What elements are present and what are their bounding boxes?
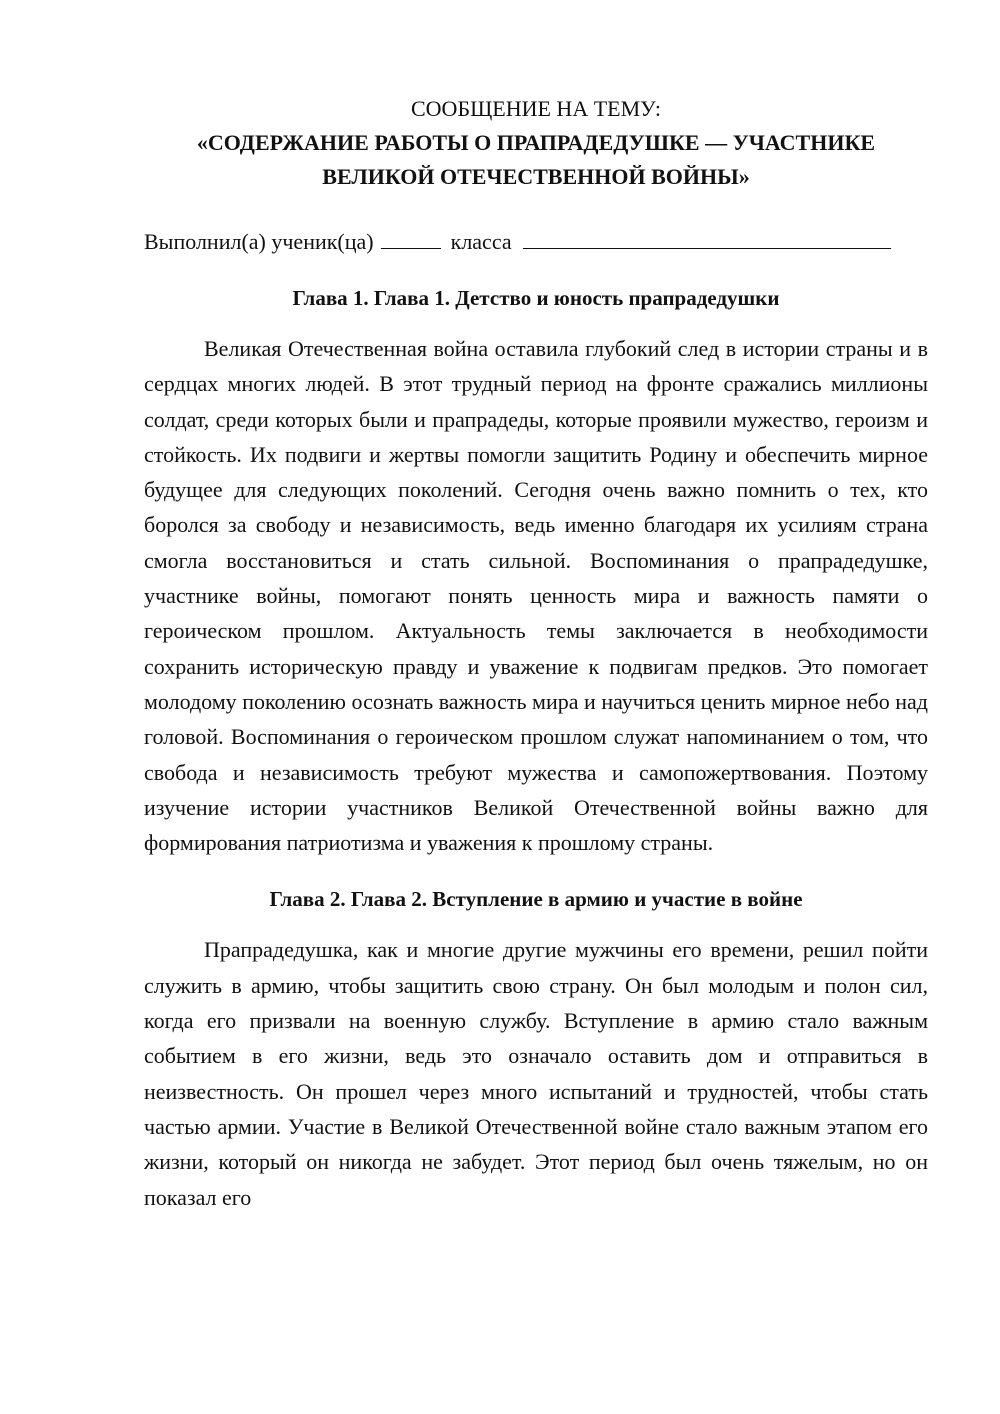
author-line [144,224,928,259]
title-line-2: ВЕЛИКОЙ ОТЕЧЕСТВЕННОЙ ВОЙНЫ» [322,164,750,189]
title-line-1: «СОДЕРЖАНИЕ РАБОТЫ О ПРАПРАДЕДУШКЕ — УЧАСТНИКЕ [196,130,876,155]
chapter-1-text: Великая Отечественная война оставила глубокий след в истории страны и в сердцах многих людей. В этот трудный период на фронте сражались миллионы солдат, среди которых были и прапрадеды, которые проявили мужество, героизм и стойкость. Их подвиги и жертвы помогли защитить Родину и обеспечить мирное будущее для следующих поколений. Сегодня очень важно помнить о тех, кто боролся за свободу и независимость, ведь именно благодаря их усилиям страна смогла восстановиться и стать сильной. Воспоминания о прапрадедушке, участнике войны, помогают понять ценность мира и важность памяти о героическом прошлом. Актуальность темы заключается в необходимости сохранить историческую правду и уважение к подвигам предков. Это помогает молодому поколению осознать важность мира и научиться ценить мирное небо над головой. Воспоминания о героическом прошлом служат напоминанием о том, что свобода и независимость требуют мужества и самопожертвования. Поэтому изучение истории участников Великой Отечественной войны важно для формирования патриотизма и уважения к прошлому страны. [144,336,928,856]
chapter-2-title: Глава 2. Глава 2. Вступление в армию и участие в войне [269,887,803,912]
document-header: СООБЩЕНИЕ НА ТЕМУ: [411,96,661,121]
chapter-1-title: Глава 1. Глава 1. Детство и юность прапрадедушки [292,286,780,310]
name-blank [523,224,891,249]
document-page [144,92,928,1215]
author-prefix: Выполнил(а) ученик(ца) [144,229,374,254]
author-class-label: класса [450,229,512,254]
chapter-2-text: Прапрадедушка, как и многие другие мужчины его времени, решил пойти служить в армию, чтобы защитить свою страну. Он был молодым и полон сил, когда его призвали на военную службу. Вступление в армию стало важным событием в его жизни, ведь это означало оставить дом и отправиться в неизвестность. Он прошел через много испытаний и трудностей, чтобы стать частью армии. Участие в Великой Отечественной войне стало важным этапом его жизни, который он никогда не забудет. Этот период был очень тяжелым, но он показал его [144,937,928,1210]
document-title [144,126,928,194]
grade-blank [381,224,441,249]
